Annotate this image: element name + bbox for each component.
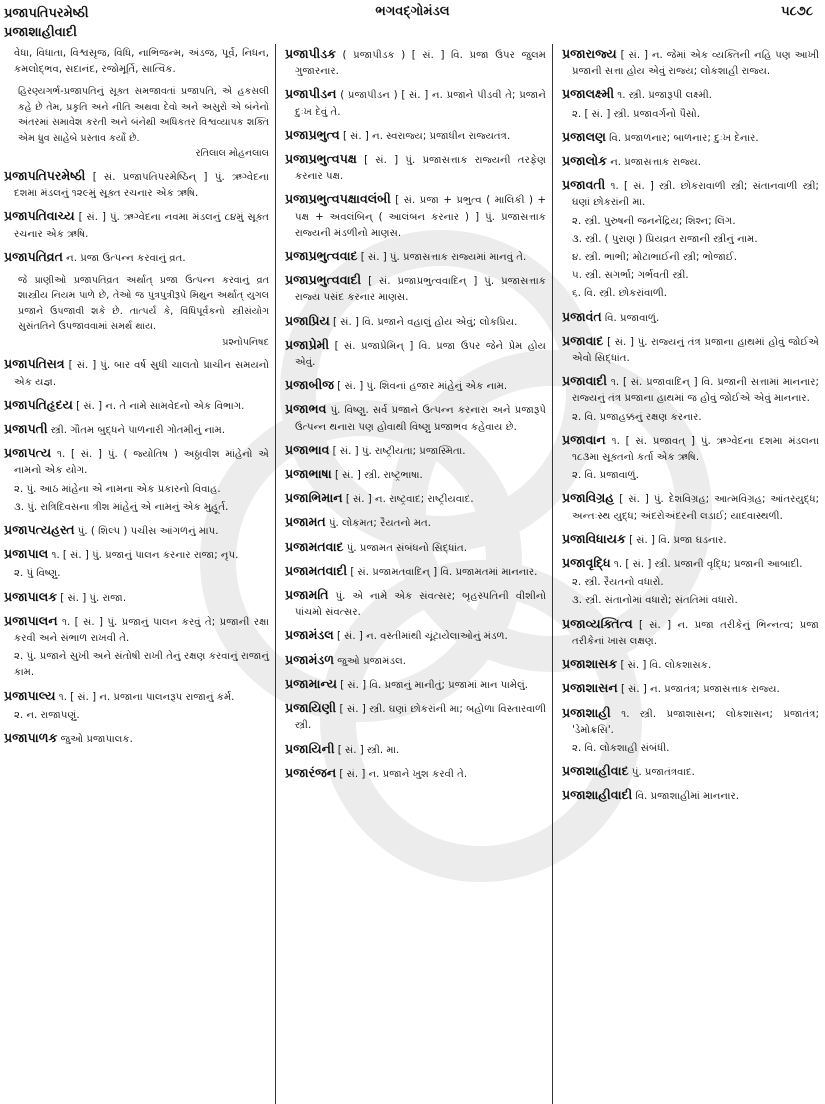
entry-headword: પ્રજાવિગ્રહ	[562, 490, 615, 506]
entry-definition: ( પ્રજાપીડક ) [ સં. ] વિ. પ્રજા ઉપર જુલમ ગુજારનાર.	[295, 50, 546, 78]
entry-definition: ૧. [ સં. ] પું. પ્રજાનું પાલન કરનાર રાજા; નૃપ.	[51, 550, 239, 562]
entry-headword: પ્રજાપાલન	[4, 612, 58, 628]
dictionary-entry	[285, 563, 546, 581]
entry-headword: પ્રજાપ્રભુત્વપક્ષ	[285, 151, 357, 167]
dictionary-entry	[562, 680, 819, 698]
entry-definition: ૧. [ સં. ] પું. પ્રજાનું પાલન કરવું તે; પ્રજાની રક્ષા કરવી અને સંભાળ રાખવી તે.	[14, 616, 269, 645]
dictionary-entry	[562, 309, 819, 327]
entry-sense: ૪. સ્ત્રી. ભાભી; મોટાભાઈની સ્ત્રી; ભોજાઈ.	[572, 252, 738, 264]
dictionary-entry	[285, 151, 546, 185]
dictionary-entry	[562, 705, 819, 758]
entry-headword: પ્રજાભિમાન	[285, 490, 343, 506]
entry-sense: ૩. સ્ત્રી. ( પુરાણ ) પ્રિયવ્રત રાજાની સ્ત્રીનું નામ.	[572, 233, 758, 245]
entry-definition: સ્ત્રી. ગૌતમ બુદ્ધને પાળનારી ગોતમીનું નામ.	[50, 425, 226, 437]
entry-definition: જુઓ પ્રજાપાલક.	[60, 734, 133, 746]
column-3	[553, 44, 825, 1104]
entry-headword: પ્રજાવંત	[562, 308, 602, 324]
dictionary-entry	[4, 546, 269, 582]
dictionary-entry	[285, 765, 546, 783]
entry-definition: [ સં. ] પું. પ્રજાસત્તાક રાજ્યમાં માનવું તે.	[360, 252, 527, 264]
entry-headword: પ્રજાલક્ષ્મી	[562, 86, 615, 102]
entry-headword: પ્રજાપતિવ્રત	[4, 248, 63, 264]
entry-definition: [ સં. પ્રજાપ્રભુત્વવાદિન્ ] પું. પ્રજાસત્તાક રાજ્ય પસંદ કરનાર માણસ.	[295, 276, 546, 304]
dictionary-entry	[285, 514, 546, 532]
entry-definition: [ સં. ] ન. પ્રજાને ખુશ કરવી તે.	[339, 768, 468, 780]
dictionary-entry	[4, 613, 269, 682]
entry-definition: [ સં. ] ન. સ્વરાજ્ય; પ્રજાધીન રાજ્યતંત્ર.	[342, 130, 511, 142]
entry-headword: પ્રજાપત્યહસ્ત	[4, 522, 75, 538]
entry-definition: પું. લોકમત; રૈયતનો મત.	[328, 518, 432, 530]
entry-definition: વિ. પ્રજાશાહીમાં માનનાર.	[635, 791, 740, 803]
dictionary-entry	[562, 432, 819, 485]
entry-headword: પ્રજાપતિસત્ર	[4, 356, 65, 372]
entry-definition: ૧. સ્ત્રી. પ્રજાશાસન; લોકશાસન; પ્રજાતંત્ર; 'ડેમોક્રસિ'.	[572, 708, 819, 736]
entry-headword: પ્રજાભવ	[285, 401, 327, 417]
entry-definition: [ સં. ] ન. પ્રજા તરીકેનું ભિન્નત્વ; પ્રજા તરીકેનાં ખાસ લક્ષણ.	[572, 619, 819, 647]
dictionary-columns	[0, 44, 825, 1104]
entry-headword: પ્રજાલોક	[562, 153, 607, 169]
entry-headword: પ્રજાવતી	[562, 177, 606, 193]
entry-definition: [ સં. ] વિ. પ્રજા ઘડનાર.	[629, 534, 727, 546]
entry-definition: [ સં. ] પું. રાજ્યનું તંત્ર પ્રજાના હાથમાં હોવું જોઈએ એવો સિદ્ધાંત.	[572, 336, 819, 365]
quotation	[4, 84, 269, 162]
entry-definition: ૧. [ સં. પ્રજાવાદિન્ ] વિ. પ્રજાની સત્તામાં માનનાર; રાજ્યનું તંત્ર પ્રજાના હાથમાં જ હોવું જોઈએ એવું માનનાર.	[572, 377, 819, 405]
entry-headword: પ્રજાશાસન	[562, 680, 618, 696]
dictionary-entry	[285, 539, 546, 557]
entry-definition: ૧. [ સં. ] પું. ( જ્યોતિષ ) અઠ્ઠાવીશ માંહેનો એ નામનો એક યોગ.	[14, 449, 269, 477]
dictionary-entry	[562, 555, 819, 610]
entry-definition: ૧. [ સં. ] સ્ત્રી. છોકરાવાળી સ્ત્રી; સંતાનવાળી સ્ત્રી; ઘણાં છોકરાંની મા.	[572, 181, 819, 209]
dictionary-entry	[285, 676, 546, 694]
page-number: ૫૮૭૮	[781, 4, 813, 19]
entry-definition: [ સં. ] પું. દેશવિગ્રહ; આત્મવિગ્રહ; આંતરયુદ્ધ; અન્તઃસ્થ યુદ્ધ; અંદરોઅંદરની લડાઈ; યાદવાસ્થળી.	[572, 494, 819, 522]
entry-definition: [ સં. ] વિ. પ્રજાને વહાલું હોય એવું; લોકપ્રિય.	[333, 316, 518, 328]
entry-definition: [ સં. પ્રજામતવાદિન્ ] વિ. પ્રજામતમાં માનનાર.	[350, 566, 538, 578]
dictionary-entry	[562, 373, 819, 426]
entry-headword: પ્રજાભાષા	[285, 466, 332, 482]
entry-headword: પ્રજામતવાદી	[285, 562, 348, 578]
entry-definition: વિ. પ્રજાળનાર; બાળનાર; દુઃખ દેનાર.	[609, 132, 759, 144]
dictionary-entry	[562, 129, 819, 147]
dictionary-entry	[285, 313, 546, 331]
entry-headword: પ્રજાપાલક	[4, 588, 58, 604]
entry-headword: પ્રજાવિધાયક	[562, 530, 626, 546]
quotation-text: હિરણ્યગર્ભ-પ્રજાપતિનું સૂક્ત સમજાવતાં પ્રજાપતિ, એ હકસલી કહે છે તેમ, પ્રકૃતિ અને નીતિ અથવા દેવો અને અસુરો એ બંનેનો અંતરમાં સમાવેશ કરતી અને બંનેથી અધિકતર વિશ્વવ્યાપક શક્તિ એમ ધ્રુવ સાહેબે પ્રસ્તાવ કર્યો છે.	[18, 86, 269, 144]
entry-list	[4, 168, 269, 267]
entry-headword: પ્રજાપતી	[4, 421, 48, 437]
entry-headword: પ્રજાપ્રભુત્વપક્ષાવલંબી	[285, 191, 391, 207]
book-title: ભગવદ્ગોમંડલ	[375, 4, 450, 19]
entry-headword: પ્રજાલણ	[562, 128, 606, 144]
continuation-text: વેધા, વિધાતા, વિશ્વસૃજ, વિધિ, નાભિજન્મ, અંડજ, પૂર્વ, નિધન, કમલોદ્ભવ, સદાનંદ, રજોમૂર્તિ, સાત્વિક.	[14, 48, 269, 76]
dictionary-entry	[285, 401, 546, 435]
column-1	[0, 44, 276, 1104]
entry-definition: ૧. [ સં. ] ન. પ્રજાના પાલનરૂપ રાજાનું કર્મ.	[58, 691, 235, 703]
dictionary-entry	[562, 763, 819, 781]
entry-headword: પ્રજાપ્રિય	[285, 312, 330, 328]
entry-headword: પ્રજાભાવ	[285, 441, 330, 457]
entry-definition: ન. પ્રજા ઉત્પન્ન કરવાનું વ્રત.	[66, 252, 186, 264]
entry-definition: [ સં. ] ન. તે નામે સામવેદનો એક વિભાગ.	[76, 400, 245, 412]
dictionary-entry	[285, 700, 546, 734]
entry-headword: પ્રજાપ્રભુત્વવાદ	[285, 248, 358, 264]
entry-sense: ૨. વિ. પ્રજાહક્કનું રક્ષણ કરનાર.	[572, 411, 702, 423]
entry-definition: [ સં. ] ન. વસ્તીમાંથી ચૂંટાયેલાઓનું મંડળ.	[336, 631, 508, 643]
entry-definition: [ સં. ] સ્ત્રી. મા.	[337, 744, 400, 756]
entry-definition: પું. વિષ્ણુ. સર્વ પ્રજાને ઉત્પન્ન કરનારા અને પ્રજારૂપે ઉત્પન્ન થનારા પણ હોવાથી વિષ્ણુ પ્રજાભવ કહેવાય છે.	[295, 405, 546, 433]
dictionary-entry	[4, 522, 269, 540]
entry-definition: [ સં. ] ન. રાષ્ટ્રવાદ; રાષ્ટ્રીયવાદ.	[345, 494, 474, 506]
dictionary-entry	[285, 587, 546, 621]
dictionary-entry	[285, 248, 546, 266]
entry-definition: [ સં. ] પું. બાર વર્ષ સુધી ચાલતો પ્રાચીન સમયનો એક યજ્ઞ.	[14, 360, 269, 388]
entry-headword: પ્રજાપીડન	[285, 86, 337, 102]
entry-headword: પ્રજાપાળક	[4, 730, 58, 746]
entry-definition: [ સં. પ્રજાપ્રેમિન્ ] વિ. પ્રજા ઉપર જેને પ્રેમ હોય એવું.	[295, 340, 546, 369]
entry-list	[285, 46, 546, 783]
dictionary-entry	[285, 442, 546, 460]
dictionary-entry	[285, 272, 546, 306]
dictionary-entry	[285, 337, 546, 371]
dictionary-entry	[562, 787, 819, 805]
dictionary-entry	[4, 421, 269, 439]
entry-sense: ૬. વિ. સ્ત્રી. છોકરાંવાળી.	[572, 288, 668, 300]
entry-headword: પ્રજારાજ્ય	[562, 46, 617, 61]
entry-headword: પ્રજાપ્રભુત્વવાદી	[285, 272, 362, 288]
entry-sense: ૫. સ્ત્રી. સગર્ભા; ગર્ભવતી સ્ત્રી.	[572, 270, 689, 282]
entry-headword: પ્રજામંડળ	[285, 651, 335, 667]
entry-definition: [ સં. ] ન. જેમાં એક વ્યક્તિની નહિ પણ આખી પ્રજાની સત્તા હોય એવું રાજ્ય; લોકશાહી રાજ્ય.	[572, 50, 819, 78]
last-guide-word: પ્રજાશાહીવાદી	[4, 25, 77, 40]
entry-sense: ૨. સ્ત્રી. રૈયતનો વધારો.	[572, 577, 664, 589]
entry-sense: ૨. ન. રાજાપણું.	[14, 709, 80, 721]
dictionary-entry	[285, 377, 546, 395]
dictionary-entry	[285, 490, 546, 508]
dictionary-entry	[562, 177, 819, 302]
entry-definition: ન. પ્રજાસત્તાક રાજ્ય.	[610, 157, 702, 169]
entry-headword: પ્રજાપતિહૃદય	[4, 396, 73, 412]
entry-headword: પ્રજાવ્યક્તિત્વ	[562, 615, 633, 631]
entry-headword: પ્રજાશાસક	[562, 656, 618, 672]
entry-headword: પ્રજાપત્ય	[4, 445, 52, 461]
entry-sense: ૨. પું વિષ્ણુ.	[14, 568, 61, 580]
entry-headword: પ્રજાપતિપરમેષ્ઠી	[4, 167, 86, 183]
entry-headword: પ્રજાશાહીવાદી	[562, 787, 633, 803]
column-2	[276, 44, 553, 1104]
entry-headword: પ્રજાશાહીવાદ	[562, 763, 629, 779]
dictionary-entry	[4, 249, 269, 267]
entry-headword: પ્રજાબીજ	[285, 377, 335, 393]
entry-definition: [ સં. ] ન. પ્રજાતંત્ર; પ્રજાસત્તાક રાજ્ય.	[620, 684, 780, 696]
entry-definition: [ સં. પ્રજા + પ્રભુત્વ ( માલિકી ) + પક્ષ + અવલંબિન્ ( આલંબન કરનાર ) ] પું. પ્રજાસત્તાક રાજ્યની મંડળીનો માણસ.	[295, 195, 546, 239]
entry-definition: [ સં. ] પું. રાજા.	[60, 592, 127, 604]
entry-headword: પ્રજાવાન	[562, 431, 606, 447]
entry-headword: પ્રજાયિણી	[285, 700, 337, 716]
entry-definition: [ સં. ] વિ. પ્રજાનું માનીતું; પ્રજામાં માન પામેલું.	[340, 679, 529, 691]
quotation	[4, 273, 269, 351]
page-header	[0, 0, 825, 46]
dictionary-entry	[4, 356, 269, 390]
entry-headword: પ્રજામંડલ	[285, 627, 334, 643]
entry-headword: પ્રજાવૃદ્ધિ	[562, 555, 611, 571]
entry-headword: પ્રજામત	[285, 514, 326, 530]
entry-headword: પ્રજાયિની	[285, 740, 335, 756]
entry-definition: [ સં. ] પું. શિવનાં હજાર માંહેનું એક નામ.	[337, 381, 508, 393]
entry-definition: પું. ( શિલ્પ ) પચીસ આંગળનું માપ.	[77, 526, 219, 538]
entry-definition: જુઓ પ્રજામંડલ.	[337, 655, 407, 667]
dictionary-entry	[562, 656, 819, 674]
entry-headword: પ્રજામતિ	[285, 587, 329, 603]
dictionary-entry	[4, 688, 269, 724]
dictionary-entry	[285, 627, 546, 645]
entry-definition: [ સં. ] વિ. લોકશાસક.	[620, 660, 712, 672]
entry-definition: ૧. [ સં. પ્રજાવત્ ] પું. ઋગ્વેદના દશમા મંડલના ૧૮૩મા સૂક્તનો કર્તા એક ઋષિ.	[572, 435, 819, 464]
dictionary-entry	[285, 741, 546, 759]
dictionary-entry	[285, 191, 546, 242]
entry-definition: [ સં. ] પું. ઋગ્વેદના નવમા મંડલનું ૮૪મું સૂક્ત રચનાર એક ઋષિ.	[14, 212, 269, 240]
dictionary-entry	[285, 466, 546, 484]
entry-definition: ( પ્રજાપીડન ) [ સં. ] ન. પ્રજાને પીડવી તે; પ્રજાને દુઃખ દેવું તે.	[295, 90, 546, 118]
dictionary-entry	[562, 153, 819, 171]
entry-definition: [ સં. ] સ્ત્રી. ઘણાં છોકરાંની મા; બહોળા વિસ્તારવાળી સ્ત્રી.	[295, 704, 546, 732]
dictionary-entry	[562, 531, 819, 549]
dictionary-entry	[4, 397, 269, 415]
entry-sense: ૨. વિ. લોકશાહી સંબંધી.	[572, 742, 670, 754]
quotation-attribution: રતિલાલ મોહનલાલ	[195, 148, 269, 160]
dictionary-entry	[4, 208, 269, 242]
entry-list	[4, 356, 269, 748]
dictionary-entry	[562, 46, 819, 80]
entry-headword: પ્રજાપતિવાચ્ય	[4, 208, 75, 224]
entry-headword: પ્રજાપ્રભુત્વ	[285, 126, 340, 142]
entry-definition: ૧. [ સં. ] સ્ત્રી. પ્રજાની વૃદ્ધિ; પ્રજાની આબાદી.	[613, 559, 803, 571]
entry-headword: પ્રજારંજન	[285, 764, 337, 780]
dictionary-entry	[4, 730, 269, 748]
dictionary-entry	[562, 333, 819, 367]
dictionary-entry	[562, 490, 819, 524]
dictionary-entry	[562, 616, 819, 650]
first-guide-word: પ્રજાપતિપરમેષ્ઠી	[4, 6, 89, 21]
dictionary-entry	[285, 46, 546, 80]
dictionary-entry	[4, 168, 269, 202]
dictionary-entry	[562, 86, 819, 122]
entry-headword: પ્રજાવાદી	[562, 373, 607, 389]
entry-definition: [ સં. ] પું. પ્રજાસત્તાક રાજ્યની તરફેણ કરનાર પક્ષ.	[295, 155, 546, 183]
dictionary-entry	[4, 445, 269, 516]
quotation-text: જે પ્રાણીઓ પ્રજાપતિવ્રત અર્થાત્ પ્રજા ઉત્પન્ન કરવાનું વ્રત શાસ્ત્રીય નિયમ પાળે છે, તેઓ જ પુત્રપુત્રીરૂપે મિથુન અર્થાત્ યુગલ પ્રજાને ઉપજાવી શકે છે. તાત્પર્ય કે, વિધિપૂર્વકનો સ્ત્રીસંયોગ સુસંતતિને ઉપજાવવામાં સમર્થ થાય.	[18, 274, 269, 333]
entry-definition: વિ. પ્રજાવાળું.	[604, 312, 660, 324]
dictionary-entry	[4, 589, 269, 607]
entry-definition: [ સં. ] સ્ત્રી. રાષ્ટ્રભાષા.	[334, 470, 423, 482]
entry-sense: ૩. સ્ત્રી. સંતાનોમાં વધારો; સંતતિમાં વધારો.	[572, 595, 738, 607]
entry-headword: પ્રજામતવાદ	[285, 538, 344, 554]
entry-headword: પ્રજાવાદ	[562, 332, 604, 348]
entry-definition: ૧. સ્ત્રી. પ્રજારૂપી લક્ષ્મી.	[617, 90, 713, 102]
entry-headword: પ્રજાપીડક	[285, 46, 336, 61]
entry-sense: ૨. પું. આઠ માંહેના એ નામના એક પ્રકારનો વિવાહ.	[14, 483, 221, 495]
entry-sense: ૨. વિ. પ્રજાવાળું.	[572, 470, 639, 482]
entry-definition: પું. પ્રજામત સંબંધનો સિદ્ધાંત.	[346, 542, 468, 554]
entry-definition: પું. એ નામે એક સંવત્સર; બૃહસ્પતિની વીશીનો પાંચમો સંવત્સર.	[295, 591, 546, 619]
dictionary-entry	[285, 652, 546, 670]
entry-headword: પ્રજાપ્રેમી	[285, 336, 330, 352]
entry-headword: પ્રજાપાલ	[4, 546, 49, 562]
dictionary-entry	[285, 86, 546, 120]
entry-list	[562, 46, 819, 806]
entry-sense: ૨. [ સં. ] સ્ત્રી. પ્રજાવર્ગનો પૈસો.	[572, 108, 701, 120]
entry-definition: પું. પ્રજાતંત્રવાદ.	[631, 767, 695, 779]
entry-sense: ૨. પું. પ્રજાને સુખી અને સંતોષી રાખી તેનું રક્ષણ કરવાનું રાજાનું કામ.	[14, 651, 269, 679]
dictionary-entry	[285, 127, 546, 145]
entry-definition: [ સં. પ્રજાપતિપરમેષ્ઠિન્ ] પું. ઋગ્વેદના દશમા મંડલનું ૧૨૯મું સૂક્ત રચનાર એક ઋષિ.	[14, 171, 269, 200]
quotation-attribution: પ્રશ્નોપનિષદ	[222, 336, 269, 348]
entry-sense: ૩. પું. રાત્રિદિવસના ત્રીશ માંહેનું એ નામનું એક મુહૂર્ત.	[14, 501, 229, 513]
entry-headword: પ્રજાશાહી	[562, 704, 611, 720]
entry-definition: [ સં. ] પું. રાષ્ટ્રીયતા; પ્રજાસ્મિતા.	[332, 445, 466, 457]
entry-sense: ૨. સ્ત્રી. પુરુષની જનનેંદ્રિય; શિશ્ન; લિંગ.	[572, 215, 736, 227]
entry-headword: પ્રજાપાલ્ય	[4, 687, 56, 703]
entry-headword: પ્રજામાન્ય	[285, 675, 337, 691]
